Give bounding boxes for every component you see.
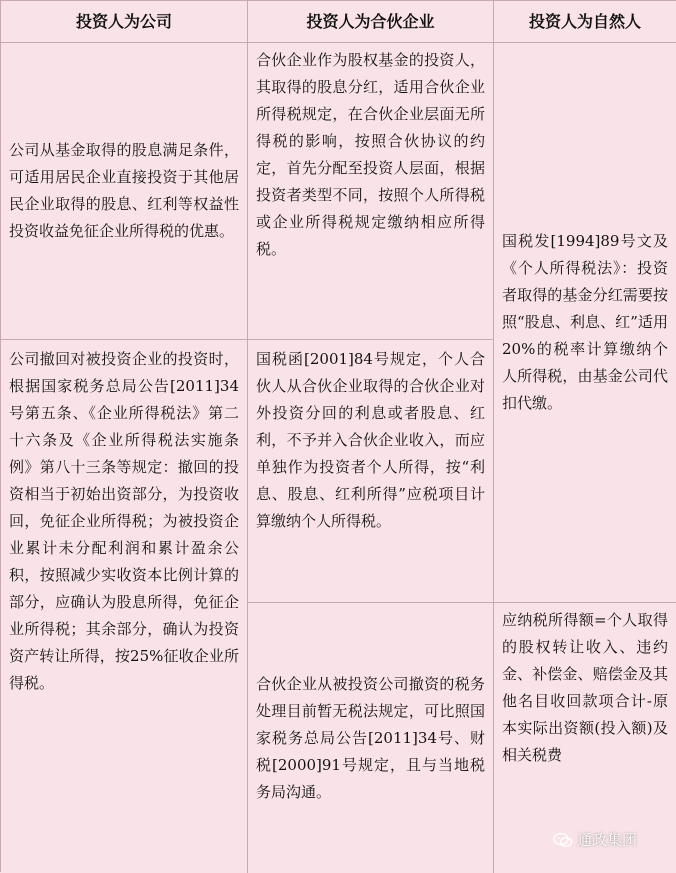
wechat-icon [553,832,573,848]
header-company: 投资人为公司 [1,1,248,43]
watermark [553,829,637,850]
cell-withdraw-individual: 应纳税所得额=个人取得的股权转让收入、违约金、补偿金、赔偿金及其他名目收回款项合计-原本实际出资额(投入额)及相关税费 [494,603,676,873]
watermark-text: 通政集团 [577,831,638,849]
cell-dividend-individual: 国税发[1994]89号文及《个人所得税法》：投资者取得的基金分红需要按照“股息、利息、红”适用20%的税率计算缴纳个人所得税，由基金公司代扣代缴。 [494,43,676,603]
header-partnership: 投资人为合伙企业 [248,1,494,43]
cell-withdraw-partnership-rule: 国税函[2001]84号规定，个人合伙人从合伙企业取得的合伙企业对外投资分回的利息或者股息、红利，不予并入合伙企业收入，而应单独作为投资者个人所得，按“利息、股息、红利所得”应税项目计算缴纳个人所得税。 [248,340,494,603]
cell-withdraw-company: 公司撤回对被投资企业的投资时，根据国家税务总局公告[2011]34号第五条、《企业所得税法》第二十六条及《企业所得税法实施条例》第八十三条等规定：撤回的投资相当于初始出资部分，为投资收回，免征企业所得税；为被投资企业累计未分配利润和累计盈余公积，按照减少实收资本比例计算的部分，应确认为股息所得，免征企业所得税；其余部分，确认为投资资产转让所得，按25%征收企业所得税。 [1,340,248,873]
cell-dividend-company: 公司从基金取得的股息满足条件，可适用居民企业直接投资于其他居民企业取得的股息、红利等权益性投资收益免征企业所得税的优惠。 [1,43,248,340]
cell-dividend-partnership: 合伙企业作为股权基金的投资人，其取得的股息分红，适用合伙企业所得税规定，在合伙企业层面无所得税的影响，按照合伙协议的约定，首先分配至投资人层面，根据投资者类型不同，按照个人所得税或企业所得税规定缴纳相应所得税。 [248,43,494,340]
header-individual: 投资人为自然人 [494,1,676,43]
cell-withdraw-partnership-note: 合伙企业从被投资公司撤资的税务处理目前暂无税法规定，可比照国家税务总局公告[2011]34号、财税[2000]91号规定，且与当地税务局沟通。 [248,603,494,873]
